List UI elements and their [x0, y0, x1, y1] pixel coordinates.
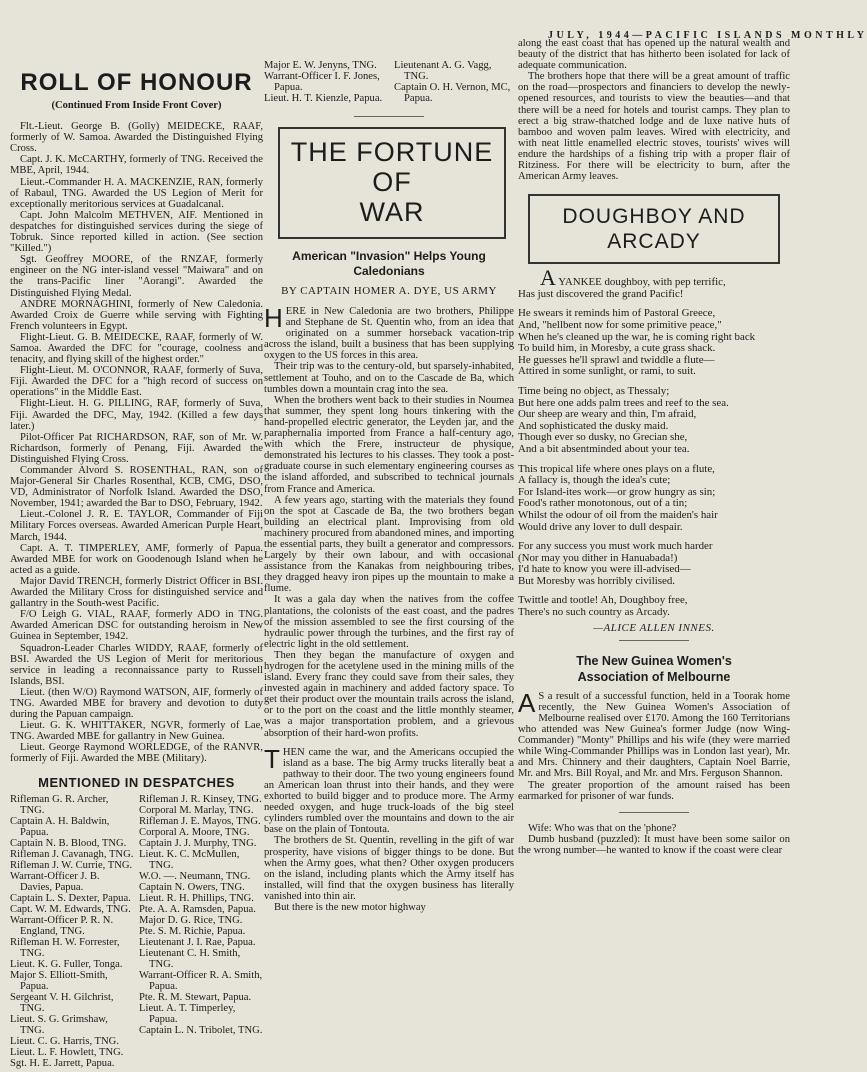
- poem-line: There's no such country as Arcady.: [518, 606, 670, 619]
- list-item: Sgt. H. E. Jarrett, Papua.: [10, 1057, 115, 1069]
- column-roll-of-honour: [10, 58, 263, 1069]
- roll-of-honour-title: ROLL OF HONOUR: [20, 69, 253, 96]
- poem-line: He swears it reminds him of Pastoral Greece,: [518, 307, 716, 320]
- despatch-continued-right: [394, 60, 514, 104]
- list-item: Lieut. H. T. Kienzle, Papua.: [264, 93, 383, 104]
- list-item: W.O. —. Neumann, TNG.: [139, 870, 251, 882]
- roll-entry: F/O Leigh G. VIAL, RAAF, formerly ADO in TNG. Awarded American DSC for outstanding heroism in New Guinea in September, 1942.: [10, 609, 263, 643]
- fortune-byline: BY CAPTAIN HOMER A. DYE, US ARMY: [281, 285, 497, 297]
- list-item: Lieut. C. G. Harris, TNG.: [10, 1035, 119, 1047]
- poem-line: Our sheep are weary and thin, I'm afraid,: [518, 408, 697, 421]
- list-item: Major S. Elliott-Smith, Papua.: [10, 969, 108, 992]
- paragraph: The brothers hope that there will be a great amount of traffic on the road—prospectors and financiers to develop the newly-opened resources, and tourists to view the beauties—and that there will be a need for hotels and tourist camps. They plan to erect a big straw-thatched lodge and de luxe native huts of bamboo and woven palm leaves. Wired with electricity, and with neat little enamelled electric stoves, tourists' wives will endure the hardships of a fishing trip with a proper flair of Ritziness. For there will be electricity to burn, after the American Army leaves.: [518, 71, 790, 183]
- list-item: Rifleman J. Cavanagh, TNG.: [10, 848, 134, 860]
- roll-entry: Major David TRENCH, formerly District Officer in BSI. Awarded the Military Cross for distinguished service and gallantry in the South-west Pacific.: [10, 575, 263, 610]
- list-item: Warrant-Officer I. F. Jones, Papua.: [264, 71, 380, 93]
- poem-line: When he's cleaned up the war, he is coming right back: [518, 330, 756, 343]
- list-item: Major E. W. Jenyns, TNG.: [264, 60, 377, 71]
- poem-line: But Moresby was horribly civilised.: [518, 574, 675, 587]
- list-item: Lieutenant A. G. Vagg, TNG.: [394, 60, 492, 82]
- poem-line: Time being no object, as Thessaly;: [518, 384, 670, 397]
- roll-entry: Capt. A. T. TIMPERLEY, AMF, formerly of Papua. Awarded MBE for work on Goodenough Island when he acted as a guide.: [10, 542, 263, 576]
- paragraph: The brothers de St. Quentin, revelling in the gift of war prosperity, have visions of bigger things to be done. But when the Army goes, what then? Other oxygen producers on the island, including plants which the Army itself has installed, will find that the oxygen business has literally vanished into thin air.: [264, 835, 514, 902]
- joke-line: Wife: Who was that on the 'phone?: [528, 822, 677, 834]
- joke: [518, 823, 790, 856]
- paragraph: A few years ago, starting with the materials they found on the spot at Cascade de Ba, the two brothers began building an electrical plant. Improvising from old machinery procured from abandoned mines, and importing the essential parts, they built a generator and compressors. Largely by their own labour, and with occasional assistance from the Kanakas from neighbouring tribes, they dragged heavy iron pipes up the mountain to make a flume.: [264, 494, 514, 595]
- roll-entry: Squadron-Leader Charles WIDDY, RAAF, formerly of BSI. Awarded the US Legion of Merit for meritorious service in leading a reconnaissance party to Russell Islands, BSI.: [10, 642, 263, 687]
- poem-line: I'd hate to know you were ill-advised—: [518, 563, 691, 576]
- list-item: Corporal A. Moore, TNG.: [139, 826, 250, 838]
- continued-note: (Continued From Inside Front Cover): [51, 100, 222, 111]
- paragraph: Their trip was to the century-old, but sparsely-inhabited, settlement at Touho, and on to the Cascade de Ba, which tumbles down a mountain crag into the sea.: [264, 361, 514, 395]
- stanza: [518, 595, 790, 618]
- roll-entry: Lieut.-Colonel J. R. E. TAYLOR, Commander of Fiji Military Forces overseas. Awarded American Purple Heart, March, 1944.: [10, 509, 263, 543]
- fortune-body: [264, 303, 514, 739]
- page-header: JULY, 1944—PACIFIC ISLANDS MONTHLY: [548, 30, 867, 41]
- paragraph: THEN came the war, and the Americans occupied the island as a base. The big Army trucks literally beat a pathway to their door. The two young engineers found an American loan thrust into their hands, and they were exhorted to build bigger and to produce more. The Army needed oxygen, and huge truck-loads of the big steel cylinders rumbled over the mountains and down to the air base on the plain of Tontouta.: [264, 743, 514, 836]
- roll-entry: Pilot-Officer Pat RICHARDSON, RAF, son of Mr. W. Richardson, formerly of Penang, Fiji. Awarded the Distinguished Flying Cross.: [10, 431, 263, 465]
- doughboy-title-line1: DOUGHBOY AND: [562, 205, 746, 229]
- stanza: [518, 464, 790, 534]
- list-item: Rifleman G. R. Archer, TNG.: [10, 793, 109, 816]
- roll-entry: Lieut. G. K. WHITTAKER, NGVR, formerly of Lae, TNG. Awarded MBE for gallantry in New Guinea.: [10, 720, 263, 743]
- poem-line: He guesses he'll sprawl and twiddle a flute—: [518, 353, 715, 366]
- list-item: Sergeant V. H. Gilchrist, TNG.: [10, 991, 114, 1014]
- poem-line: This tropical life where ones plays on a flute,: [518, 462, 715, 475]
- poem-line: And a bit absentminded about your tea.: [518, 442, 690, 455]
- list-item: Warrant-Officer J. B. Davies, Papua.: [10, 870, 100, 893]
- association-title-line2: Association of Melbourne: [577, 669, 731, 684]
- fortune-title-line2: WAR: [359, 197, 425, 227]
- list-item: Lieut. R. H. Phillips, TNG.: [139, 892, 254, 904]
- association-title-line1: The New Guinea Women's: [576, 653, 732, 668]
- doughboy-poem: [518, 265, 790, 619]
- list-item: Captain N. Owers, TNG.: [139, 881, 245, 893]
- list-item: Pte. R. M. Stewart, Papua.: [139, 991, 252, 1003]
- list-item: Captain O. H. Vernon, MC, Papua.: [394, 82, 511, 104]
- stanza: [518, 265, 790, 300]
- poem-line: Though ever so dusky, no Grecian she,: [518, 431, 688, 444]
- list-item: Captain L. S. Dexter, Papua.: [10, 892, 131, 904]
- paragraph: along the east coast that has opened up the natural wealth and beauty of the district that has hitherto been isolated for lack of adequate communication.: [518, 38, 790, 72]
- poem-line: But here one adds palm trees and reef to the sea.: [518, 396, 729, 409]
- poem-line: A fallacy is, though the idea's cute;: [518, 474, 671, 487]
- list-item: Capt. W. M. Edwards, TNG.: [10, 903, 131, 915]
- list-item: Captain L. N. Tribolet, TNG.: [139, 1024, 263, 1036]
- paragraph: The greater proportion of the amount raised has been earmarked for prisoner of war funds.: [518, 779, 790, 802]
- paragraph: HERE in New Caledonia are two brothers, Philippe and Stephane de St. Quentin who, from an idea that originated on a summer horseback vacation-trip across the island, built a business that has been supplying oxygen to the US forces in this area.: [264, 303, 514, 362]
- despatch-continued-left: [264, 60, 384, 104]
- list-item: Pte. S. M. Richie, Papua.: [139, 925, 246, 937]
- poem-author: —ALICE ALLEN INNES.: [593, 621, 715, 634]
- poem-line: Twittle and tootle! Ah, Doughboy free,: [518, 594, 688, 607]
- roll-entry: Flight-Lieut. M. O'CONNOR, RAAF, formerly of Suva, Fiji. Awarded the DFC for a "high record of success on operations" in the Middle East.: [10, 365, 263, 399]
- column-right: [518, 38, 790, 856]
- roll-entry: Capt. John Malcolm METHVEN, AIF. Mentioned in despatches for distinguished services during the siege of Tobruk. Since reported killed in action. (See section "Killed."): [10, 209, 263, 255]
- poem-line: Attired in some sunlight, or rami, to suit.: [518, 365, 696, 378]
- roll-entry: Commander Alvord S. ROSENTHAL, RAN, son of Major-General Sir Charles Rosenthal, KCB, CMG, DSO, VD, Administrator of Norfolk Island. Awarded the DSO, November, 1941; awarded the Bar to DSO, February, 1942.: [10, 465, 263, 510]
- list-item: Pte. A. A. Ramsden, Papua.: [139, 903, 256, 915]
- joke-line: Dumb husband (puzzled): It must have been some sailor on the wrong number—he wanted to know if the coast were clear: [518, 833, 790, 856]
- list-item: Rifleman J. W. Currie, TNG.: [10, 859, 133, 871]
- roll-entry: Sgt. Geoffrey MOORE, of the RNZAF, formerly engineer on the NG inter-island vessel "Maiwara" and on the trans-Pacific liner "Aorangi". Awarded the Distinguished Flying Medal.: [10, 254, 263, 299]
- fortune-title-line1: THE FORTUNE OF: [290, 137, 494, 197]
- fortune-title-box: [278, 127, 506, 239]
- list-item: Warrant-Officer P. R. N. England, TNG.: [10, 914, 114, 937]
- list-item: Lieutenant C. H. Smith, TNG.: [139, 947, 241, 970]
- list-item: Corporal M. Marlay, TNG.: [139, 804, 254, 816]
- stanza: [518, 386, 790, 456]
- poem-line: (Nor may you dither in Hanuabada!): [518, 551, 678, 564]
- fortune-continued: [518, 38, 790, 182]
- list-item: Lieut. K. C. McMullen, TNG.: [139, 848, 240, 871]
- list-item: Rifleman J. E. Mayos, TNG.: [139, 815, 261, 827]
- poem-line: A YANKEE doughboy, with pep terrific,: [540, 265, 726, 291]
- paragraph: AS a result of a successful function, held in a Toorak home recently, the New Guinea Women's Association of Melbourne realised over £170. Among the 160 Territorians who attended was New Guinea's former Judge (now Wing-Commander) "Monty" Phillips and his wife (they were married while Wing-Commander Phillips was in London last year), Mr. and Mrs. Chinnery and their daughters, Captain Noel Barrie, Mr. and Mrs. Bill Royal, and Mr. and Mrs. Ferguson Shannon.: [518, 687, 790, 780]
- poem-line: Food's rather monotonous, out of a tin;: [518, 497, 688, 510]
- despatch-list-left: [10, 794, 134, 1069]
- association-title: [518, 653, 790, 685]
- roll-entry: ANDRE MORNAGHINI, formerly of New Caledonia. Awarded Croix de Guerre while serving with Fighting French volunteers in Egypt.: [10, 298, 263, 332]
- poem-line: And sophisticated the dusky maid.: [518, 419, 669, 432]
- list-item: Captain N. B. Blood, TNG.: [10, 837, 127, 849]
- poem-line: Whilst the odour of oil from the maiden's hair: [518, 508, 718, 521]
- paragraph: But there is the new motor highway: [274, 901, 426, 913]
- paragraph: It was a gala day when the natives from the coffee plantations, the colonists of the east coast, and the padres of the mission assembled to see the first coursing of the hydraulic power through the turbines, and the first ray of electric light in the old settlement.: [264, 594, 514, 650]
- list-item: Warrant-Officer R. A. Smith, Papua.: [139, 969, 263, 992]
- paragraph: When the brothers went back to their studies in Noumea that summer, they spent long hours tinkering with the hand-propelled electric generator, the Leyden jar, and the paraphernalia imported from France a half-century ago, with which the Frere, instructeur de physique, demonstrated his lectures to his classes. They took a post-graduate course in such elementary engineering courses as the island afforded, and subscribed to technical journals from France and America.: [264, 394, 514, 495]
- roll-entry: Flt.-Lieut. George B. (Golly) MEIDECKE, RAAF, formerly of W. Samoa. Awarded the Distinguished Flying Cross.: [10, 121, 263, 155]
- roll-entry: Flight-Lieut. H. G. PILLING, RAF, formerly of Suva, Fiji. Awarded the DFC, May, 1942. (Killed a few days later.): [10, 398, 263, 432]
- paragraph: Then they began the manufacture of oxygen and hydrogen for the acetylene used in the mining mills of the island. Every franc they could save from their sales, they invested again in machinery and added factory space. To get their product over the mountain trails across the island, or to the port on the coast and the little monthly steamer, was a major transportation problem, and a grievous absorption of their hard-won profits.: [264, 649, 514, 739]
- stanza: [518, 541, 790, 587]
- roll-entry: Flight-Lieut. G. B. MEIDECKE, RAAF, formerly of W. Samoa. Awarded the DFC for "courage, coolness and tenacity, and flying skill of the highest order.": [10, 331, 263, 366]
- roll-entry: Capt. J. K. McCARTHY, formerly of TNG. Received the MBE, April, 1944.: [10, 154, 263, 177]
- association-body: [518, 687, 790, 802]
- fortune-body-war: [264, 743, 514, 913]
- list-item: Lieut. A. T. Timperley, Papua.: [139, 1002, 236, 1025]
- roll-entries: [10, 121, 263, 764]
- divider: [619, 812, 689, 813]
- roll-entry: Lieut. George Raymond WORLEDGE, of the RANVR, formerly of Fiji. Awarded the MBE (Military).: [10, 742, 263, 765]
- despatch-list: [10, 794, 263, 1069]
- list-item: Captain A. H. Baldwin, Papua.: [10, 815, 110, 838]
- divider: [619, 640, 689, 641]
- divider: [354, 116, 424, 117]
- list-item: Major D. G. Rice, TNG.: [139, 914, 243, 926]
- stanza: [518, 308, 790, 378]
- doughboy-title-box: [528, 194, 780, 264]
- list-item: Rifleman J. R. Kinsey, TNG.: [139, 793, 262, 805]
- poem-line: Would drive any lover to dull despair.: [518, 520, 683, 533]
- column-fortune-of-war: [264, 60, 514, 913]
- despatch-list-right: [139, 794, 263, 1069]
- list-item: Lieutenant J. I. Rae, Papua.: [139, 936, 256, 948]
- roll-entry: Lieut.-Commander H. A. MACKENZIE, RAN, formerly of Rabaul, TNG. Awarded the US Legion of Merit for exceptionally meritorious services at Guadalcanal.: [10, 176, 263, 210]
- poem-line: For any success you must work much harder: [518, 540, 713, 553]
- list-item: Captain J. J. Murphy, TNG.: [139, 837, 257, 849]
- poem-line: For Island-ites work—or grow hungry as sin;: [518, 485, 716, 498]
- roll-entry: Lieut. (then W/O) Raymond WATSON, AIF, formerly of TNG. Awarded MBE for bravery and devotion to duty during the Papuan campaign.: [10, 686, 263, 721]
- mentioned-in-despatches-title: MENTIONED IN DESPATCHES: [38, 774, 235, 790]
- despatch-continued: [264, 60, 514, 106]
- list-item: Rifleman H. W. Forrester, TNG.: [10, 936, 120, 959]
- list-item: Lieut. K. G. Fuller, Tonga.: [10, 958, 123, 970]
- poem-line: And, "hellbent now for some primitive peace,": [518, 319, 722, 331]
- poem-line: Has just discovered the grand Pacific!: [518, 287, 684, 300]
- poem-line: To build him, in Moresby, a cute grass shack.: [518, 342, 716, 355]
- list-item: Lieut. S. G. Grimshaw, TNG.: [10, 1013, 108, 1036]
- doughboy-title-line2: ARCADY: [607, 230, 701, 254]
- fortune-subtitle: American "Invasion" Helps Young Caledonians: [292, 249, 486, 278]
- list-item: Lieut. L. F. Howlett, TNG.: [10, 1046, 124, 1058]
